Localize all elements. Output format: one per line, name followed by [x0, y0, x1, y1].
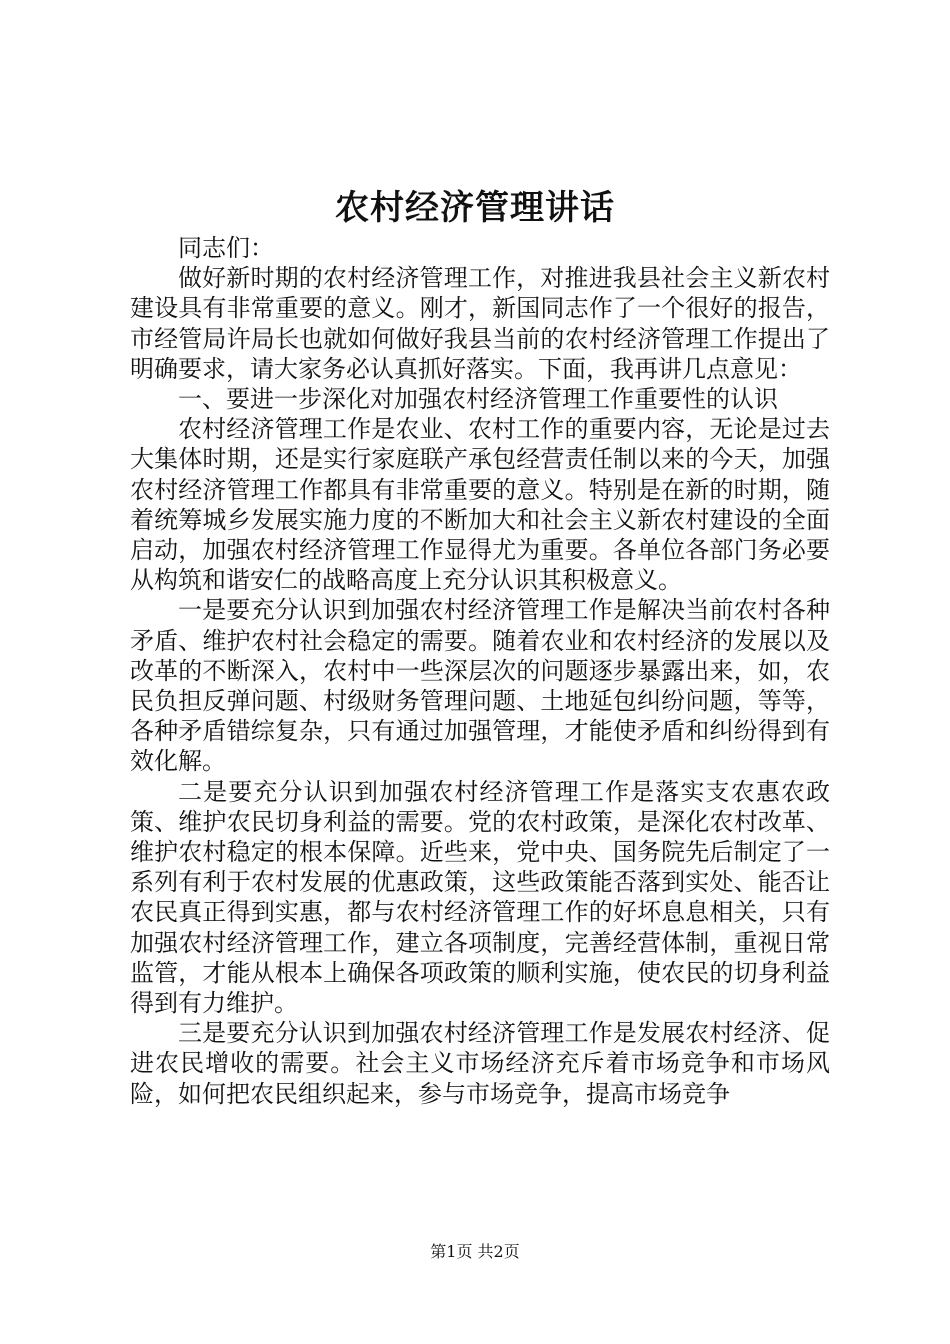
page-number-footer: 第1页 共2页: [430, 1242, 520, 1261]
salutation: 同志们：: [178, 234, 274, 262]
document-body: [130, 233, 830, 1109]
paragraph-4: 三是要充分认识到加强农村经济管理工作是发展农村经济、促进农民增收的需要。社会主义市场经济充斥着市场竞争和市场风险，如何把农民组织起来，参与市场竞争，提高市场竞争: [130, 1019, 830, 1108]
paragraph-2: 一是要充分认识到加强农村经济管理工作是解决当前农村各种矛盾、维护农村社会稳定的需要。随着农业和农村经济的发展以及改革的不断深入，农村中一些深层次的问题逐步暴露出来，如，农民负担反弹问题、村级财务管理问题、土地延包纠纷问题，等等，各种矛盾错综复杂，只有通过加强管理，才能使矛盾和纠纷得到有效化解。: [130, 596, 830, 776]
paragraph-1: 农村经济管理工作是农业、农村工作的重要内容，无论是过去大集体时期，还是实行家庭联产承包经营责任制以来的今天，加强农村经济管理工作都具有非常重要的意义。特别是在新的时期，随着统筹城乡发展实施力度的不断加大和社会主义新农村建设的全面启动，加强农村经济管理工作显得尤为重要。各单位各部门务必要从构筑和谐安仁的战略高度上充分认识其积极意义。: [130, 415, 830, 595]
paragraph-3: 二是要充分认识到加强农村经济管理工作是落实支农惠农政策、维护农民切身利益的需要。党的农村政策，是深化农村改革、维护农村稳定的根本保障。近些来，党中央、国务院先后制定了一系列有利于农村发展的优惠政策，这些政策能否落到实处、能否让农民真正得到实惠，都与农村经济管理工作的好坏息息相关，只有加强农村经济管理工作，建立各项制度，完善经营体制，重视日常监管，才能从根本上确保各项政策的顺利实施，使农民的切身利益得到有力维护。: [130, 777, 830, 1018]
document-title: 农村经济管理讲话: [335, 188, 615, 228]
paragraph-intro: 做好新时期的农村经济管理工作，对推进我县社会主义新农村建设具有非常重要的意义。刚才，新国同志作了一个很好的报告，市经管局许局长也就如何做好我县当前的农村经济管理工作提出了明确要求，请大家务必认真抓好落实。下面，我再讲几点意见：: [130, 264, 830, 383]
section-heading-1: 一、要进一步深化对加强农村经济管理工作重要性的认识: [178, 385, 778, 414]
